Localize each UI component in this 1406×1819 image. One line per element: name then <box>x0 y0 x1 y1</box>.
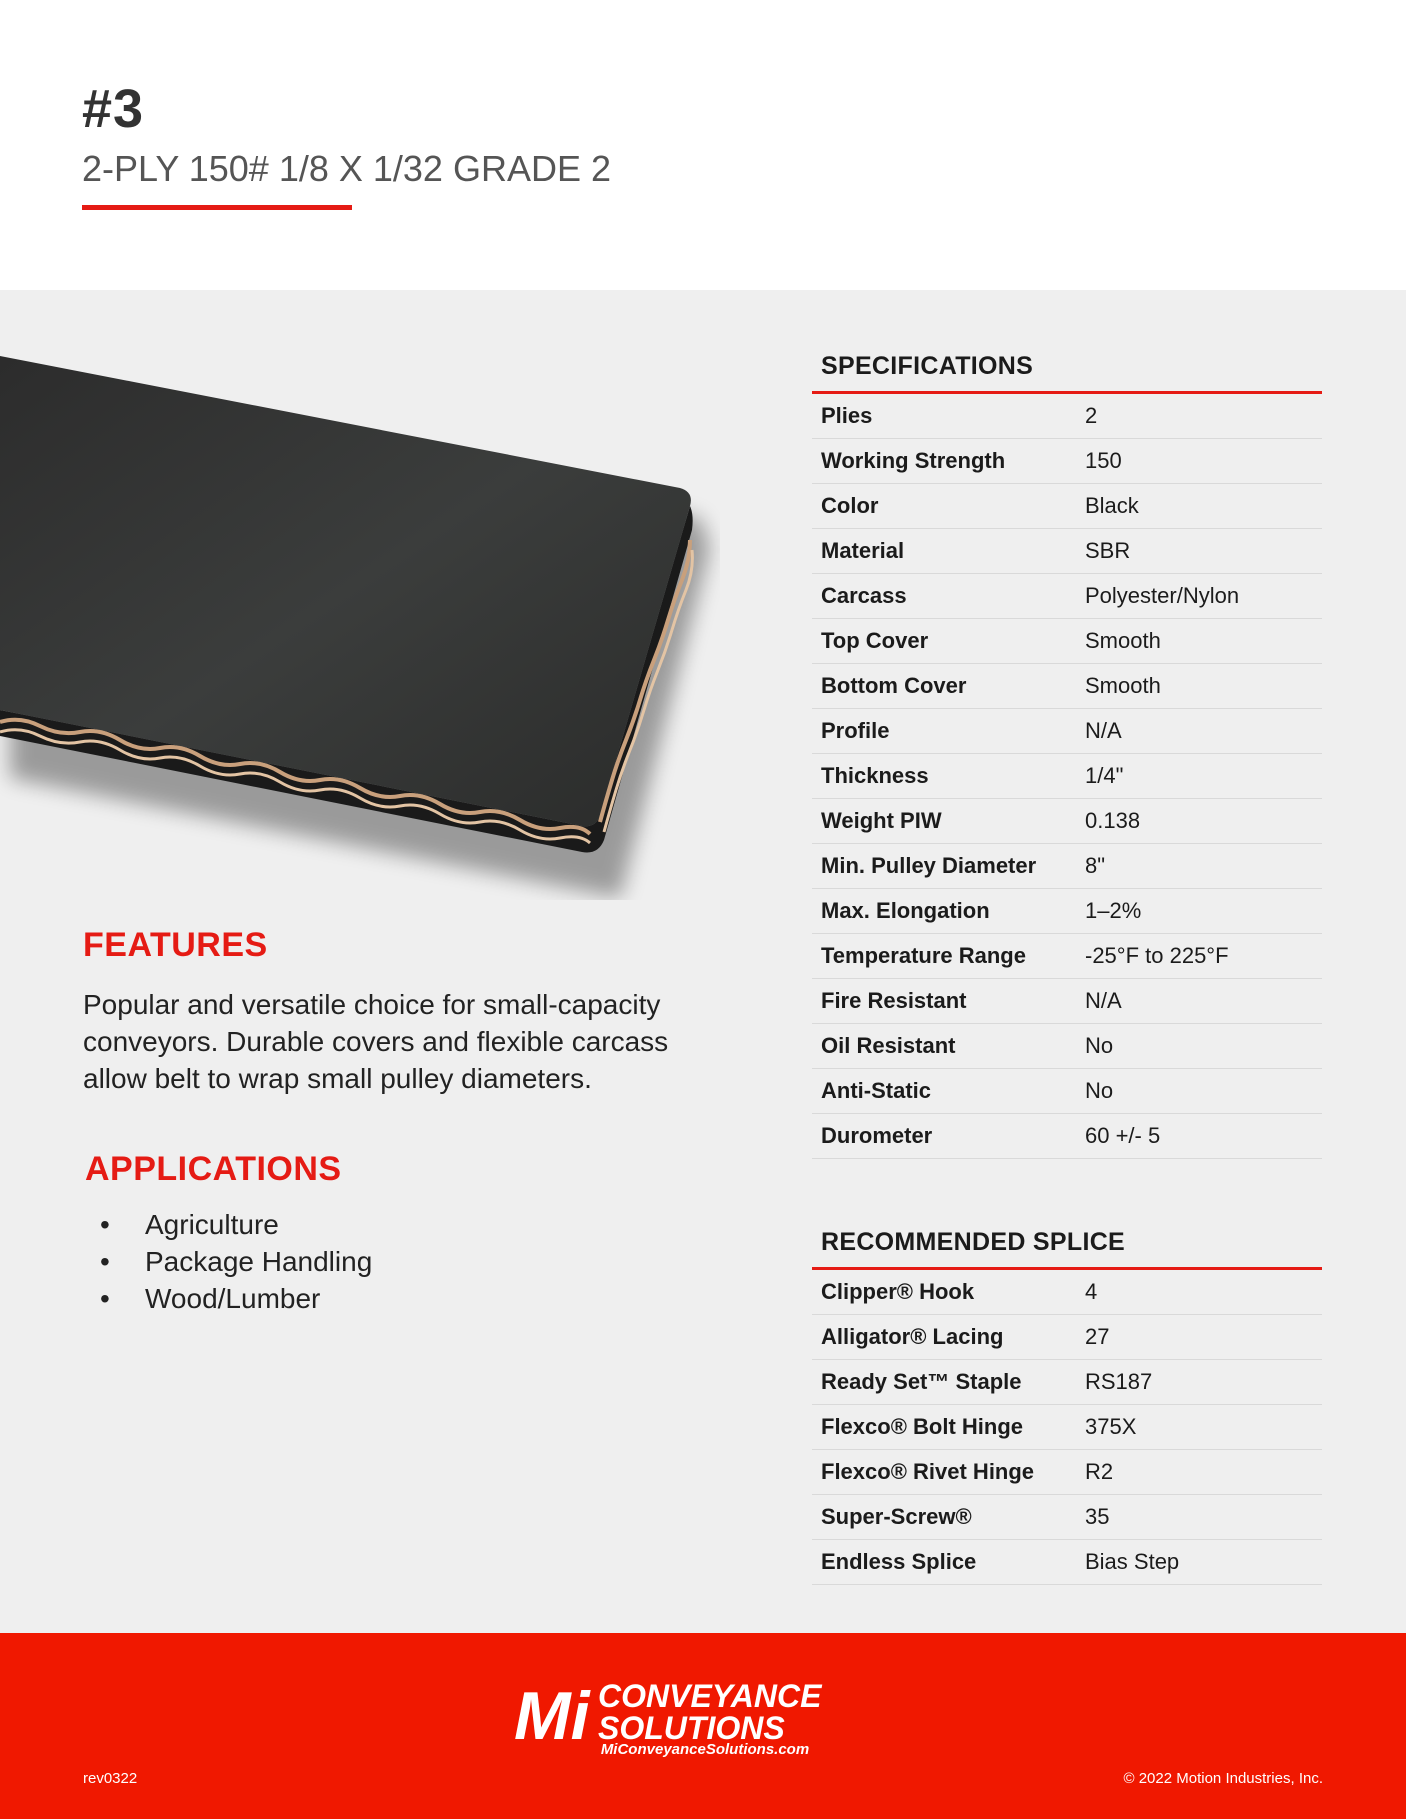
splice-value: Bias Step <box>1085 1549 1180 1574</box>
spec-value: 150 <box>1085 448 1122 473</box>
spec-value: 2 <box>1085 403 1098 428</box>
spec-value: No <box>1085 1078 1114 1103</box>
table-row <box>812 1114 1322 1159</box>
splice-label: Clipper® Hook <box>821 1279 975 1304</box>
splice-table <box>812 1228 1322 1585</box>
table-row <box>812 1024 1322 1069</box>
spec-value: Polyester/Nylon <box>1085 583 1240 608</box>
table-row <box>812 1270 1322 1315</box>
spec-label: Material <box>821 538 905 563</box>
splice-label: Super-Screw® <box>821 1504 972 1529</box>
table-row <box>812 529 1322 574</box>
table-row <box>812 1450 1322 1495</box>
spec-label: Durometer <box>821 1123 933 1148</box>
splice-value: 35 <box>1085 1504 1110 1529</box>
table-row <box>812 799 1322 844</box>
logo-line2: SOLUTIONS <box>598 1710 785 1746</box>
spec-value: 1–2% <box>1085 898 1142 923</box>
spec-value: -25°F to 225°F <box>1085 943 1229 968</box>
spec-value: Black <box>1085 493 1139 518</box>
table-row <box>812 574 1322 619</box>
applications-list <box>100 1206 372 1317</box>
specifications-heading: SPECIFICATIONS <box>812 352 1322 394</box>
table-row <box>812 709 1322 754</box>
splice-value: RS187 <box>1085 1369 1153 1394</box>
product-name: 2-PLY 150# 1/8 X 1/32 GRADE 2 <box>82 148 611 189</box>
table-row <box>812 844 1322 889</box>
spec-label: Top Cover <box>821 628 929 653</box>
splice-label: Ready Set™ Staple <box>821 1369 1022 1394</box>
spec-value: Smooth <box>1085 628 1161 653</box>
splice-value: R2 <box>1085 1459 1114 1484</box>
list-item <box>100 1206 372 1243</box>
spec-label: Color <box>821 493 879 518</box>
revision-code: rev0322 <box>83 1770 138 1787</box>
spec-label: Weight PIW <box>821 808 942 833</box>
spec-value: 60 +/- 5 <box>1085 1123 1161 1148</box>
table-row <box>812 439 1322 484</box>
belt-image <box>0 340 720 900</box>
table-row <box>812 1405 1322 1450</box>
spec-label: Min. Pulley Diameter <box>821 853 1037 878</box>
spec-label: Bottom Cover <box>821 673 967 698</box>
features-heading: FEATURES <box>83 926 268 964</box>
logo-line1: CONVEYANCE <box>598 1678 822 1714</box>
table-row <box>812 1360 1322 1405</box>
splice-heading: RECOMMENDED SPLICE <box>812 1228 1322 1270</box>
table-row <box>812 754 1322 799</box>
spec-value: No <box>1085 1033 1114 1058</box>
splice-value: 4 <box>1085 1279 1098 1304</box>
spec-label: Plies <box>821 403 873 428</box>
spec-value: 8" <box>1085 853 1106 878</box>
spec-value: Smooth <box>1085 673 1161 698</box>
table-row <box>812 1495 1322 1540</box>
spec-label: Temperature Range <box>821 943 1026 968</box>
splice-label: Endless Splice <box>821 1549 977 1574</box>
application-label: Wood/Lumber <box>145 1283 321 1314</box>
spec-label: Fire Resistant <box>821 988 967 1013</box>
table-row <box>812 934 1322 979</box>
product-number: #3 <box>82 79 145 139</box>
bullet: • <box>100 1209 110 1240</box>
spec-label: Anti-Static <box>821 1078 931 1103</box>
table-row <box>812 1315 1322 1360</box>
spec-value: N/A <box>1085 988 1122 1013</box>
table-row <box>812 394 1322 439</box>
spec-label: Carcass <box>821 583 907 608</box>
bullet: • <box>100 1246 110 1277</box>
table-row <box>812 619 1322 664</box>
list-item <box>100 1280 372 1317</box>
splice-value: 375X <box>1085 1414 1137 1439</box>
table-row <box>812 889 1322 934</box>
features-body: Popular and versatile choice for small-capacity conveyors. Durable covers and flexible carcass allow belt to wrap small pulley diameters. <box>83 989 669 1094</box>
list-item <box>100 1243 372 1280</box>
table-row <box>812 484 1322 529</box>
company-logo <box>514 1673 894 1773</box>
table-row <box>812 1540 1322 1585</box>
table-row <box>812 664 1322 709</box>
table-row <box>812 979 1322 1024</box>
spec-label: Oil Resistant <box>821 1033 956 1058</box>
splice-value: 27 <box>1085 1324 1110 1349</box>
spec-label: Profile <box>821 718 890 743</box>
splice-label: Flexco® Rivet Hinge <box>821 1459 1035 1484</box>
spec-value: SBR <box>1085 538 1131 563</box>
applications-heading: APPLICATIONS <box>85 1150 342 1188</box>
spec-label: Max. Elongation <box>821 898 990 923</box>
splice-label: Alligator® Lacing <box>821 1324 1004 1349</box>
splice-label: Flexco® Bolt Hinge <box>821 1414 1024 1439</box>
spec-value: 0.138 <box>1085 808 1141 833</box>
logo-url: MiConveyanceSolutions.com <box>600 1741 810 1758</box>
copyright: © 2022 Motion Industries, Inc. <box>1123 1770 1323 1787</box>
table-row <box>812 1069 1322 1114</box>
header-rule <box>82 205 352 210</box>
spec-value: N/A <box>1085 718 1122 743</box>
spec-label: Working Strength <box>821 448 1006 473</box>
application-label: Agriculture <box>145 1209 279 1240</box>
logo-mark: Mi <box>514 1678 590 1754</box>
bullet: • <box>100 1283 110 1314</box>
application-label: Package Handling <box>145 1246 373 1277</box>
spec-label: Thickness <box>821 763 929 788</box>
spec-value: 1/4" <box>1085 763 1124 788</box>
header <box>0 0 1406 290</box>
specifications-table <box>812 352 1322 1159</box>
